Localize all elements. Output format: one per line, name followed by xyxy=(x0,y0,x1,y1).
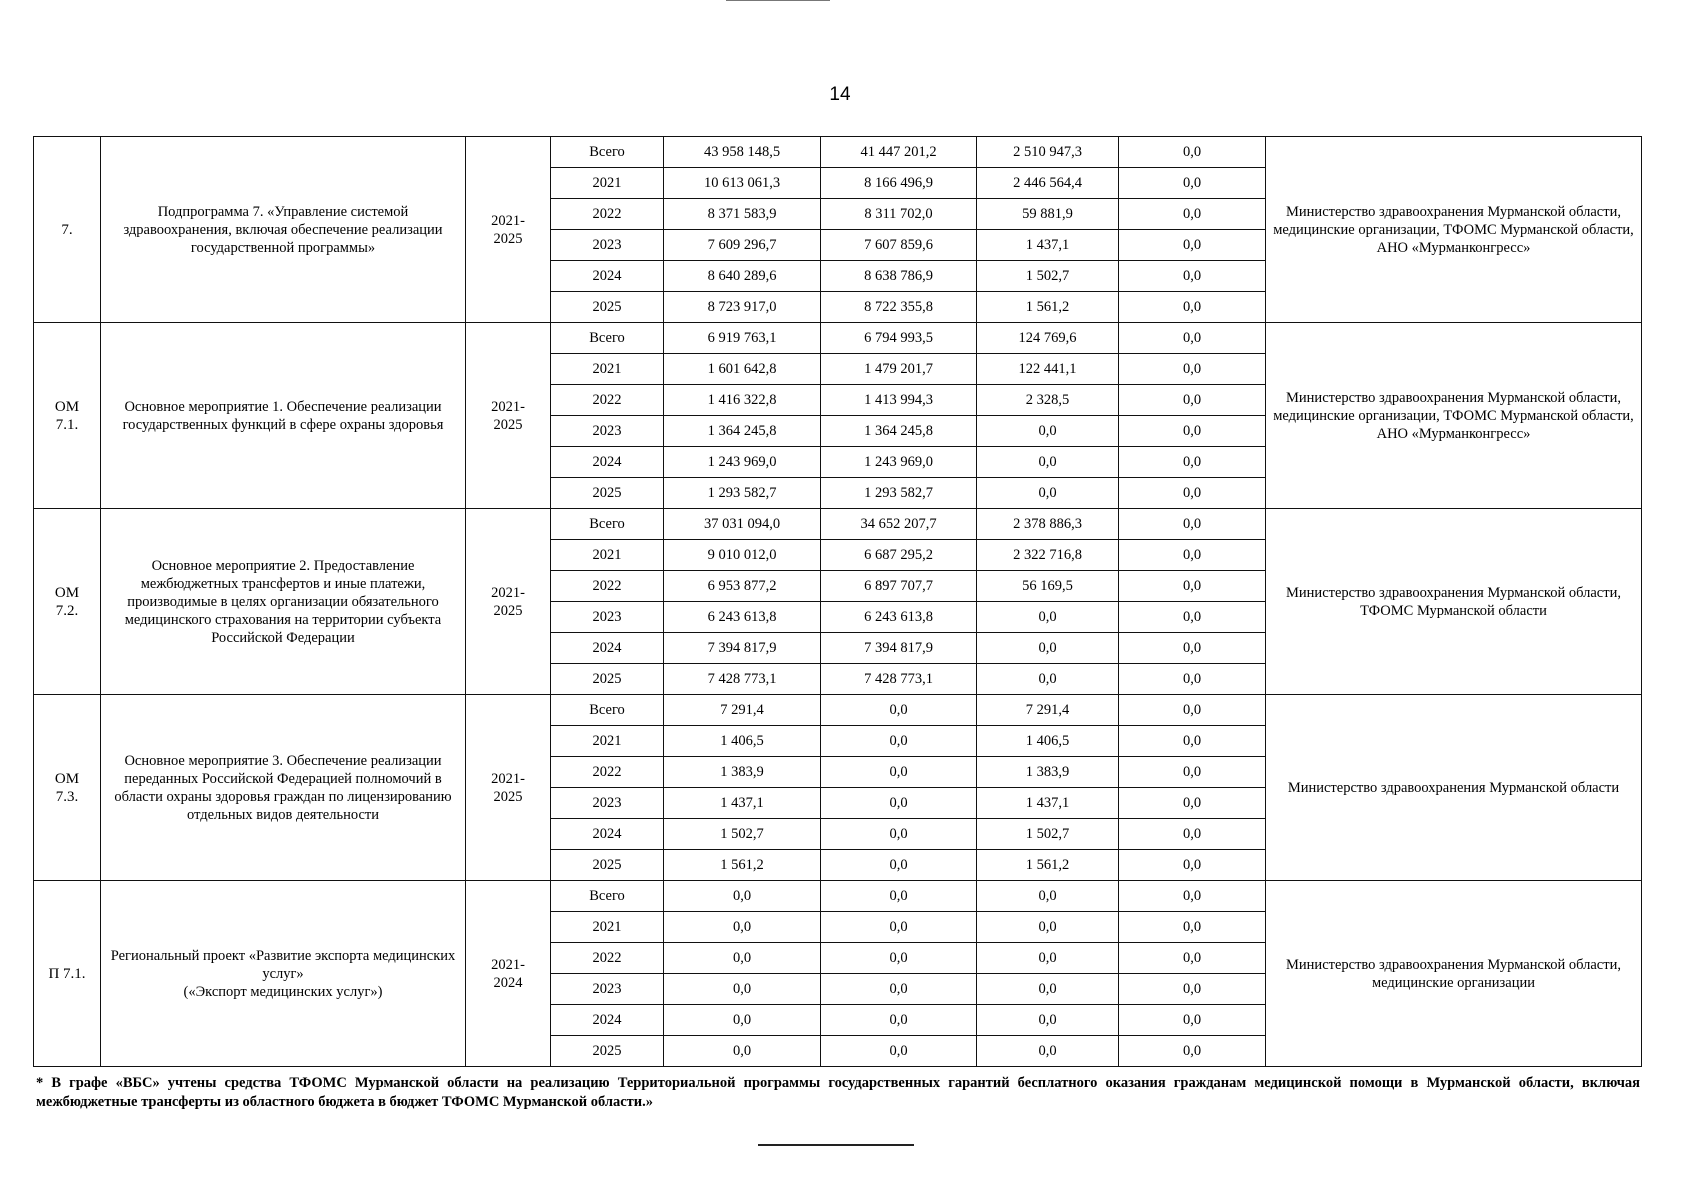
item-code: ОМ 7.1. xyxy=(34,323,101,509)
total-cell: 1 243 969,0 xyxy=(664,447,821,478)
federal-cell: 8 722 355,8 xyxy=(821,292,977,323)
table-row xyxy=(34,509,1642,540)
federal-cell: 0,0 xyxy=(821,819,977,850)
responsible-cell: Министерство здравоохранения Мурманской области xyxy=(1266,695,1642,881)
year-cell: 2022 xyxy=(551,571,664,602)
total-cell: 0,0 xyxy=(664,912,821,943)
federal-cell: 6 243 613,8 xyxy=(821,602,977,633)
other-cell: 0,0 xyxy=(1119,788,1266,819)
total-cell: 0,0 xyxy=(664,881,821,912)
regional-cell: 122 441,1 xyxy=(977,354,1119,385)
total-cell: 1 383,9 xyxy=(664,757,821,788)
total-cell: 43 958 148,5 xyxy=(664,137,821,168)
federal-cell: 0,0 xyxy=(821,850,977,881)
total-cell: 7 394 817,9 xyxy=(664,633,821,664)
year-cell: Всего xyxy=(551,509,664,540)
total-cell: 0,0 xyxy=(664,1036,821,1067)
other-cell: 0,0 xyxy=(1119,261,1266,292)
total-cell: 1 561,2 xyxy=(664,850,821,881)
other-cell: 0,0 xyxy=(1119,943,1266,974)
federal-cell: 8 638 786,9 xyxy=(821,261,977,292)
item-title: Основное мероприятие 2. Предоставление межбюджетных трансфертов и иные платежи, производимые в целях организации обязательного медицинского страхования на территории субъекта Российской Федерации xyxy=(101,509,466,695)
total-cell: 1 364 245,8 xyxy=(664,416,821,447)
year-cell: 2024 xyxy=(551,819,664,850)
year-cell: 2024 xyxy=(551,633,664,664)
federal-cell: 7 607 859,6 xyxy=(821,230,977,261)
table-row xyxy=(34,881,1642,912)
regional-cell: 2 322 716,8 xyxy=(977,540,1119,571)
regional-cell: 0,0 xyxy=(977,912,1119,943)
federal-cell: 1 413 994,3 xyxy=(821,385,977,416)
regional-cell: 1 561,2 xyxy=(977,292,1119,323)
total-cell: 6 953 877,2 xyxy=(664,571,821,602)
item-title: Основное мероприятие 3. Обеспечение реализации переданных Российской Федерацией полномочий в области охраны здоровья граждан по лицензированию отдельных видов деятельности xyxy=(101,695,466,881)
year-cell: 2021 xyxy=(551,354,664,385)
regional-cell: 2 446 564,4 xyxy=(977,168,1119,199)
other-cell: 0,0 xyxy=(1119,385,1266,416)
responsible-cell: Министерство здравоохранения Мурманской области, медицинские организации xyxy=(1266,881,1642,1067)
federal-cell: 7 394 817,9 xyxy=(821,633,977,664)
total-cell: 8 371 583,9 xyxy=(664,199,821,230)
total-cell: 0,0 xyxy=(664,1005,821,1036)
year-cell: 2025 xyxy=(551,664,664,695)
total-cell: 1 416 322,8 xyxy=(664,385,821,416)
regional-cell: 0,0 xyxy=(977,602,1119,633)
federal-cell: 8 311 702,0 xyxy=(821,199,977,230)
federal-cell: 0,0 xyxy=(821,943,977,974)
other-cell: 0,0 xyxy=(1119,850,1266,881)
item-period: 2021- 2025 xyxy=(466,695,551,881)
regional-cell: 124 769,6 xyxy=(977,323,1119,354)
item-code: П 7.1. xyxy=(34,881,101,1067)
federal-cell: 0,0 xyxy=(821,788,977,819)
federal-cell: 1 293 582,7 xyxy=(821,478,977,509)
year-cell: 2024 xyxy=(551,261,664,292)
federal-cell: 0,0 xyxy=(821,974,977,1005)
total-cell: 0,0 xyxy=(664,974,821,1005)
total-cell: 37 031 094,0 xyxy=(664,509,821,540)
federal-cell: 6 897 707,7 xyxy=(821,571,977,602)
year-cell: 2021 xyxy=(551,726,664,757)
regional-cell: 0,0 xyxy=(977,478,1119,509)
year-cell: 2023 xyxy=(551,788,664,819)
federal-cell: 34 652 207,7 xyxy=(821,509,977,540)
regional-cell: 2 328,5 xyxy=(977,385,1119,416)
footnote: * В графе «ВБС» учтены средства ТФОМС Мурманской области на реализацию Территориальной программы государственных гарантий бесплатного оказания гражданам медицинской помощи в Мурманской области, включая межбюджетные трансферты из областного бюджета в бюджет ТФОМС Мурманской области.» xyxy=(36,1075,1640,1110)
federal-cell: 0,0 xyxy=(821,912,977,943)
item-code: ОМ 7.2. xyxy=(34,509,101,695)
year-cell: 2025 xyxy=(551,1036,664,1067)
item-period: 2021- 2025 xyxy=(466,323,551,509)
responsible-cell: Министерство здравоохранения Мурманской области, медицинские организации, ТФОМС Мурманской области, АНО «Мурманконгресс» xyxy=(1266,137,1642,323)
other-cell: 0,0 xyxy=(1119,354,1266,385)
other-cell: 0,0 xyxy=(1119,168,1266,199)
item-code: 7. xyxy=(34,137,101,323)
total-cell: 7 428 773,1 xyxy=(664,664,821,695)
top-divider xyxy=(726,0,830,1)
federal-cell: 7 428 773,1 xyxy=(821,664,977,695)
federal-cell: 1 479 201,7 xyxy=(821,354,977,385)
other-cell: 0,0 xyxy=(1119,571,1266,602)
regional-cell: 0,0 xyxy=(977,1036,1119,1067)
item-period: 2021- 2024 xyxy=(466,881,551,1067)
item-period: 2021- 2025 xyxy=(466,509,551,695)
other-cell: 0,0 xyxy=(1119,230,1266,261)
regional-cell: 1 437,1 xyxy=(977,788,1119,819)
regional-cell: 1 502,7 xyxy=(977,261,1119,292)
year-cell: 2023 xyxy=(551,974,664,1005)
year-cell: Всего xyxy=(551,695,664,726)
regional-cell: 1 383,9 xyxy=(977,757,1119,788)
regional-cell: 1 561,2 xyxy=(977,850,1119,881)
year-cell: 2022 xyxy=(551,943,664,974)
regional-cell: 59 881,9 xyxy=(977,199,1119,230)
year-cell: 2022 xyxy=(551,385,664,416)
year-cell: 2025 xyxy=(551,292,664,323)
total-cell: 7 609 296,7 xyxy=(664,230,821,261)
year-cell: Всего xyxy=(551,137,664,168)
total-cell: 6 919 763,1 xyxy=(664,323,821,354)
total-cell: 9 010 012,0 xyxy=(664,540,821,571)
year-cell: 2023 xyxy=(551,230,664,261)
year-cell: 2025 xyxy=(551,850,664,881)
year-cell: 2022 xyxy=(551,757,664,788)
federal-cell: 0,0 xyxy=(821,757,977,788)
federal-cell: 0,0 xyxy=(821,726,977,757)
table-row xyxy=(34,695,1642,726)
item-title: Подпрограмма 7. «Управление системой здравоохранения, включая обеспечение реализации государственной программы» xyxy=(101,137,466,323)
budget-table xyxy=(33,136,1642,1067)
total-cell: 0,0 xyxy=(664,943,821,974)
federal-cell: 41 447 201,2 xyxy=(821,137,977,168)
regional-cell: 2 378 886,3 xyxy=(977,509,1119,540)
other-cell: 0,0 xyxy=(1119,509,1266,540)
total-cell: 1 601 642,8 xyxy=(664,354,821,385)
table-row xyxy=(34,323,1642,354)
item-title: Региональный проект «Развитие экспорта медицинских услуг» («Экспорт медицинских услуг») xyxy=(101,881,466,1067)
year-cell: Всего xyxy=(551,881,664,912)
other-cell: 0,0 xyxy=(1119,726,1266,757)
total-cell: 7 291,4 xyxy=(664,695,821,726)
other-cell: 0,0 xyxy=(1119,292,1266,323)
year-cell: 2023 xyxy=(551,416,664,447)
year-cell: 2023 xyxy=(551,602,664,633)
federal-cell: 6 794 993,5 xyxy=(821,323,977,354)
regional-cell: 0,0 xyxy=(977,1005,1119,1036)
federal-cell: 0,0 xyxy=(821,695,977,726)
regional-cell: 0,0 xyxy=(977,881,1119,912)
year-cell: 2024 xyxy=(551,1005,664,1036)
other-cell: 0,0 xyxy=(1119,974,1266,1005)
regional-cell: 56 169,5 xyxy=(977,571,1119,602)
federal-cell: 0,0 xyxy=(821,1036,977,1067)
year-cell: 2022 xyxy=(551,199,664,230)
item-period: 2021- 2025 xyxy=(466,137,551,323)
total-cell: 1 437,1 xyxy=(664,788,821,819)
regional-cell: 2 510 947,3 xyxy=(977,137,1119,168)
regional-cell: 0,0 xyxy=(977,943,1119,974)
federal-cell: 8 166 496,9 xyxy=(821,168,977,199)
regional-cell: 0,0 xyxy=(977,664,1119,695)
federal-cell: 6 687 295,2 xyxy=(821,540,977,571)
other-cell: 0,0 xyxy=(1119,664,1266,695)
regional-cell: 0,0 xyxy=(977,974,1119,1005)
other-cell: 0,0 xyxy=(1119,1005,1266,1036)
total-cell: 8 723 917,0 xyxy=(664,292,821,323)
responsible-cell: Министерство здравоохранения Мурманской области, ТФОМС Мурманской области xyxy=(1266,509,1642,695)
other-cell: 0,0 xyxy=(1119,757,1266,788)
total-cell: 6 243 613,8 xyxy=(664,602,821,633)
page-number: 14 xyxy=(829,84,851,105)
federal-cell: 1 364 245,8 xyxy=(821,416,977,447)
item-title: Основное мероприятие 1. Обеспечение реализации государственных функций в сфере охраны здоровья xyxy=(101,323,466,509)
other-cell: 0,0 xyxy=(1119,478,1266,509)
total-cell: 8 640 289,6 xyxy=(664,261,821,292)
other-cell: 0,0 xyxy=(1119,695,1266,726)
total-cell: 1 406,5 xyxy=(664,726,821,757)
other-cell: 0,0 xyxy=(1119,602,1266,633)
total-cell: 10 613 061,3 xyxy=(664,168,821,199)
year-cell: 2025 xyxy=(551,478,664,509)
item-code: ОМ 7.3. xyxy=(34,695,101,881)
other-cell: 0,0 xyxy=(1119,416,1266,447)
year-cell: Всего xyxy=(551,323,664,354)
total-cell: 1 293 582,7 xyxy=(664,478,821,509)
other-cell: 0,0 xyxy=(1119,323,1266,354)
table-row xyxy=(34,137,1642,168)
total-cell: 1 502,7 xyxy=(664,819,821,850)
other-cell: 0,0 xyxy=(1119,540,1266,571)
other-cell: 0,0 xyxy=(1119,1036,1266,1067)
regional-cell: 0,0 xyxy=(977,633,1119,664)
federal-cell: 0,0 xyxy=(821,1005,977,1036)
year-cell: 2021 xyxy=(551,168,664,199)
other-cell: 0,0 xyxy=(1119,137,1266,168)
federal-cell: 0,0 xyxy=(821,881,977,912)
regional-cell: 1 437,1 xyxy=(977,230,1119,261)
federal-cell: 1 243 969,0 xyxy=(821,447,977,478)
table-body xyxy=(34,137,1642,1067)
other-cell: 0,0 xyxy=(1119,819,1266,850)
regional-cell: 7 291,4 xyxy=(977,695,1119,726)
other-cell: 0,0 xyxy=(1119,633,1266,664)
responsible-cell: Министерство здравоохранения Мурманской области, медицинские организации, ТФОМС Мурманской области, АНО «Мурманконгресс» xyxy=(1266,323,1642,509)
regional-cell: 0,0 xyxy=(977,447,1119,478)
regional-cell: 1 406,5 xyxy=(977,726,1119,757)
bottom-divider xyxy=(758,1144,914,1146)
other-cell: 0,0 xyxy=(1119,199,1266,230)
year-cell: 2024 xyxy=(551,447,664,478)
regional-cell: 1 502,7 xyxy=(977,819,1119,850)
other-cell: 0,0 xyxy=(1119,881,1266,912)
other-cell: 0,0 xyxy=(1119,447,1266,478)
other-cell: 0,0 xyxy=(1119,912,1266,943)
year-cell: 2021 xyxy=(551,540,664,571)
regional-cell: 0,0 xyxy=(977,416,1119,447)
year-cell: 2021 xyxy=(551,912,664,943)
